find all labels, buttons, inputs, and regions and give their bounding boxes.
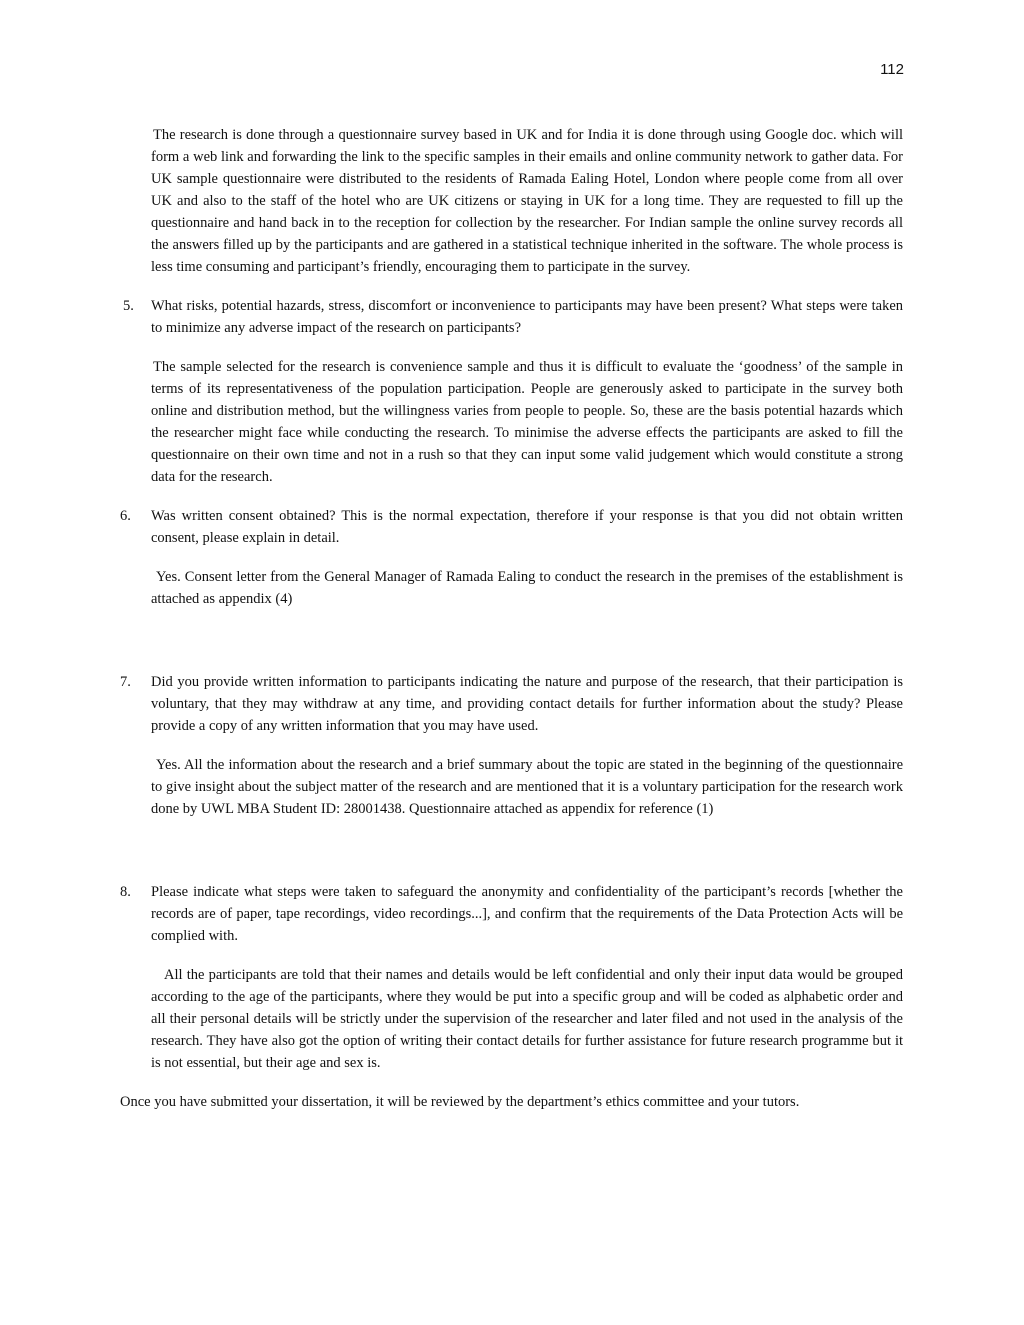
intro-answer: The research is done through a questionnaire survey based in UK and for India it is done through using Google doc. which will form a web link and forwarding the link to the specific samples in their emails and online community network to gather data. For UK sample questionnaire were distributed to the residents of Ramada Ealing Hotel, London where people come from all over UK and also to the staff of the hotel who are UK citizens or staying in UK for a long time. They are requested to fill up the questionnaire and hand back in to the reception for collection by the researcher. For Indian sample the online survey records all the answers filled up by the participants and are gathered in a statistical technique inherited in the software. The whole process is less time consuming and participant’s friendly, encouraging them to participate in the survey. [151,127,903,275]
question-8 [120,881,903,947]
question-7 [120,671,903,737]
question-text: Please indicate what steps were taken to safeguard the anonymity and confidentiality of the participant’s records [whether the records are of paper, tape recordings, video recordings...], and confirm that the requirements of the Data Protection Acts will be complied with. [151,884,903,944]
closing-note: Once you have submitted your dissertation, it will be reviewed by the department’s ethics committee and your tutors. [120,1094,800,1110]
question-text: What risks, potential hazards, stress, discomfort or inconvenience to participants may have been present? What steps were taken to minimize any adverse impact of the research on participants? [151,298,903,336]
question-text: Did you provide written information to participants indicating the nature and purpose of the research, that their participation is voluntary, that they may withdraw at any time, and providing contact details for further information about the study? Please provide a copy of any written information that you may have used. [151,674,903,734]
question-text: Was written consent obtained? This is the normal expectation, therefore if your response is that you did not obtain written consent, please explain in detail. [151,508,903,546]
question-number: 7. [120,674,131,690]
question-5 [120,295,903,339]
answer-7: Yes. All the information about the research and a brief summary about the topic are stated in the beginning of the questionnaire to give insight about the subject matter of the research and are mentioned that it is a voluntary participation for the research work done by UWL MBA Student ID: 28001438. Questionnaire attached as appendix for reference (1) [151,757,903,817]
question-6 [120,505,903,549]
question-number: 6. [120,508,131,524]
question-number: 8. [120,884,131,900]
answer-5: The sample selected for the research is convenience sample and thus it is difficult to evaluate the ‘goodness’ of the sample in terms of its representativeness of the population participation. People are generously asked to participate in the survey both online and distribution method, but the willingness varies from people to people. So, these are the basis potential hazards which the researcher might face while conducting the research. To minimise the adverse effects the participants are asked to fill the questionnaire on their own time and not in a rush so that they can input some valid judgement which would constitute a strong data for the research. [151,359,903,485]
question-number: 5. [123,298,134,314]
answer-8: All the participants are told that their names and details would be left confidential and only their input data would be grouped according to the age of the participants, where they would be put into a specific group and will be coded as alphabetic order and all their personal details will be strictly under the supervision of the researcher and later filed and not used in the analysis of the research. They have also got the option of writing their contact details for further assistance for future research programme but it is not essential, but their age and sex is. [151,967,903,1071]
document-body [120,124,903,1113]
page-number: 112 [880,61,904,78]
answer-6: Yes. Consent letter from the General Manager of Ramada Ealing to conduct the research in the premises of the establishment is attached as appendix (4) [151,569,903,607]
